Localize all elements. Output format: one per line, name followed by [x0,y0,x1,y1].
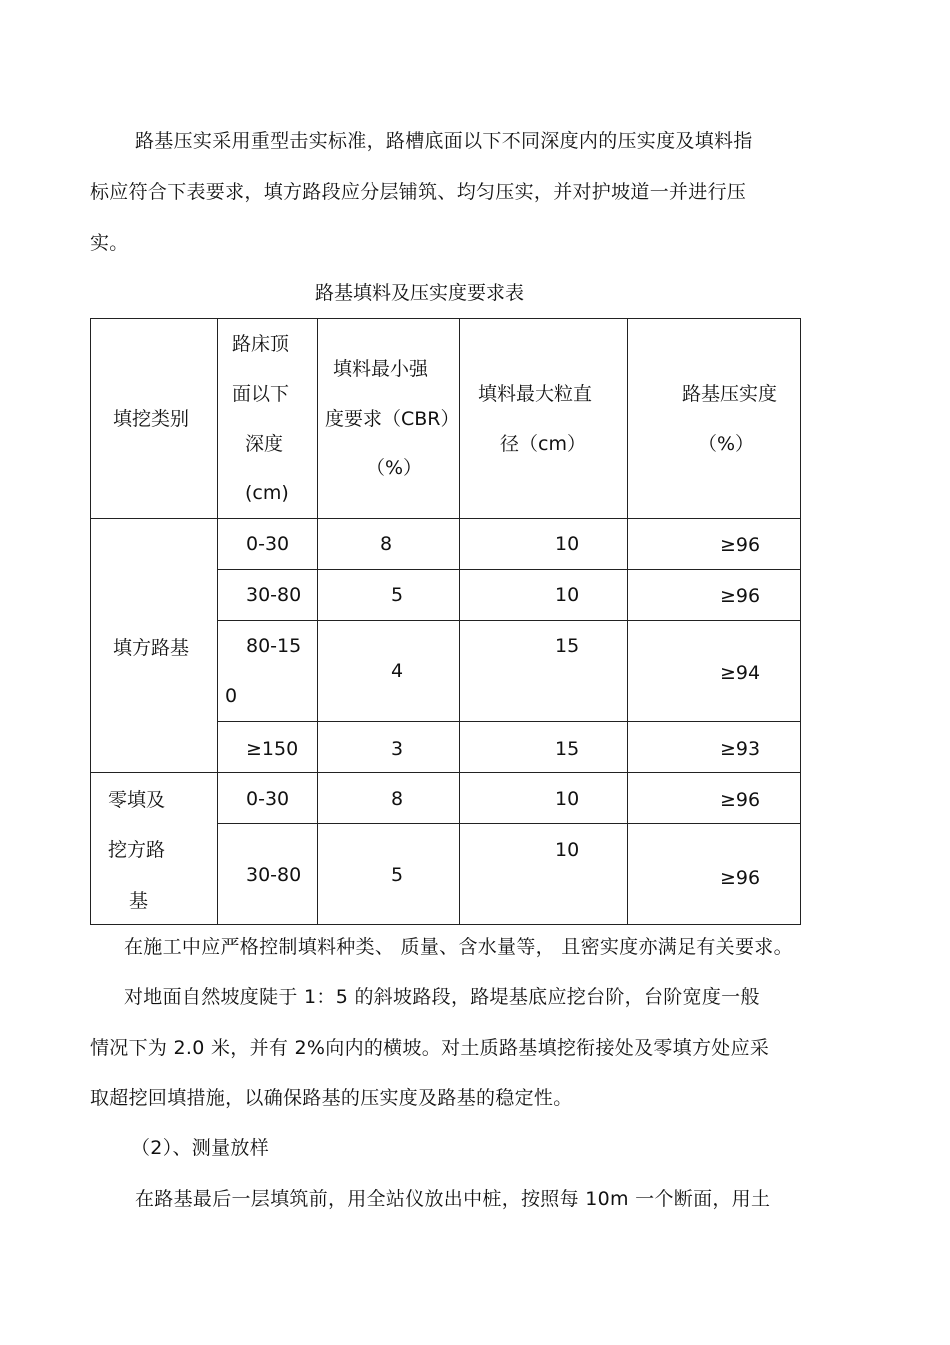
cbr-value: 4 [391,660,404,682]
particle-value: 10 [555,533,580,555]
compaction-value: ≥96 [720,585,761,607]
cbr-value: 8 [391,788,404,810]
cbr-value: 8 [380,533,393,555]
depth-value: 30-80 [246,584,302,606]
header-compaction-line: 路基压实度 [682,383,778,405]
compaction-requirements-table [90,318,801,925]
header-cbr [318,319,460,519]
header-depth-line: (cm) [245,482,289,504]
paragraph-1-line-3: 实。 [90,232,129,254]
paragraph-2-line-4: 取超挖回填措施，以确保路基的压实度及路基的稳定性。 [90,1087,573,1109]
table-caption: 路基填料及压实度要求表 [315,282,525,304]
cbr-value: 5 [391,864,404,886]
particle-value: 15 [555,635,580,657]
header-depth-line: 路床顶 [232,333,290,355]
header-cbr-line: 填料最小强 [333,358,429,380]
header-depth [218,319,318,519]
header-particle-line: 填料最大粒直 [478,383,593,405]
category-label: 零填及 [108,788,166,811]
depth-value: 80-15 [246,635,302,657]
section-line-1: 在路基最后一层填筑前，用全站仪放出中桩，按照每 10m 一个断面，用土 [135,1188,771,1210]
header-depth-line: 面以下 [232,383,290,405]
compaction-value: ≥96 [720,534,761,556]
compaction-value: ≥94 [720,662,761,684]
particle-value: 15 [555,738,580,760]
compaction-value: ≥93 [720,738,761,760]
header-compaction [628,319,801,519]
category-cell-zero-fill [91,773,218,925]
depth-value: 0-30 [246,533,290,555]
header-depth-line: 深度 [245,433,284,455]
paragraph-1-line-1: 路基压实采用重型击实标准，路槽底面以下不同深度内的压实度及填料指 [135,130,753,152]
header-cbr-line: 度要求（CBR） [325,408,460,430]
header-cbr-line: （%） [366,457,423,479]
paragraph-2-line-2: 对地面自然坡度陡于 1：5 的斜坡路段，路堤基底应挖台阶，台阶宽度一般 [124,986,760,1008]
category-label: 基 [129,889,149,912]
depth-value: 30-80 [246,864,302,886]
header-compaction-line: （%） [698,433,755,455]
category-label: 填方路基 [113,636,190,659]
table-row [91,773,801,824]
category-cell-fill [91,519,218,773]
table-header-row [91,319,801,519]
particle-value: 10 [555,584,580,606]
category-label: 挖方路 [108,838,166,861]
depth-value: ≥150 [246,738,299,760]
header-particle [460,319,628,519]
particle-value: 10 [555,788,580,810]
compaction-value: ≥96 [720,867,761,889]
depth-value: 0-30 [246,788,290,810]
cbr-value: 5 [391,584,404,606]
paragraph-2-line-3: 情况下为 2.0 米，并有 2%向内的横坡。对土质路基填挖衔接处及零填方处应采 [90,1037,770,1059]
particle-value: 10 [555,839,580,861]
header-category [91,319,218,519]
compaction-value: ≥96 [720,789,761,811]
depth-value-wrap: 0 [225,685,238,707]
header-particle-line: 径（cm） [500,433,586,455]
cbr-value: 3 [391,738,404,760]
section-heading: （2）、测量放样 [131,1137,269,1159]
table-row [91,519,801,570]
header-category-label: 填挖类别 [113,408,190,430]
paragraph-1-line-2: 标应符合下表要求，填方路段应分层铺筑、均匀压实，并对护坡道一并进行压 [90,181,747,203]
paragraph-2-line-1: 在施工中应严格控制填料种类、 质量、含水量等， 且密实度亦满足有关要求。 [124,936,793,958]
